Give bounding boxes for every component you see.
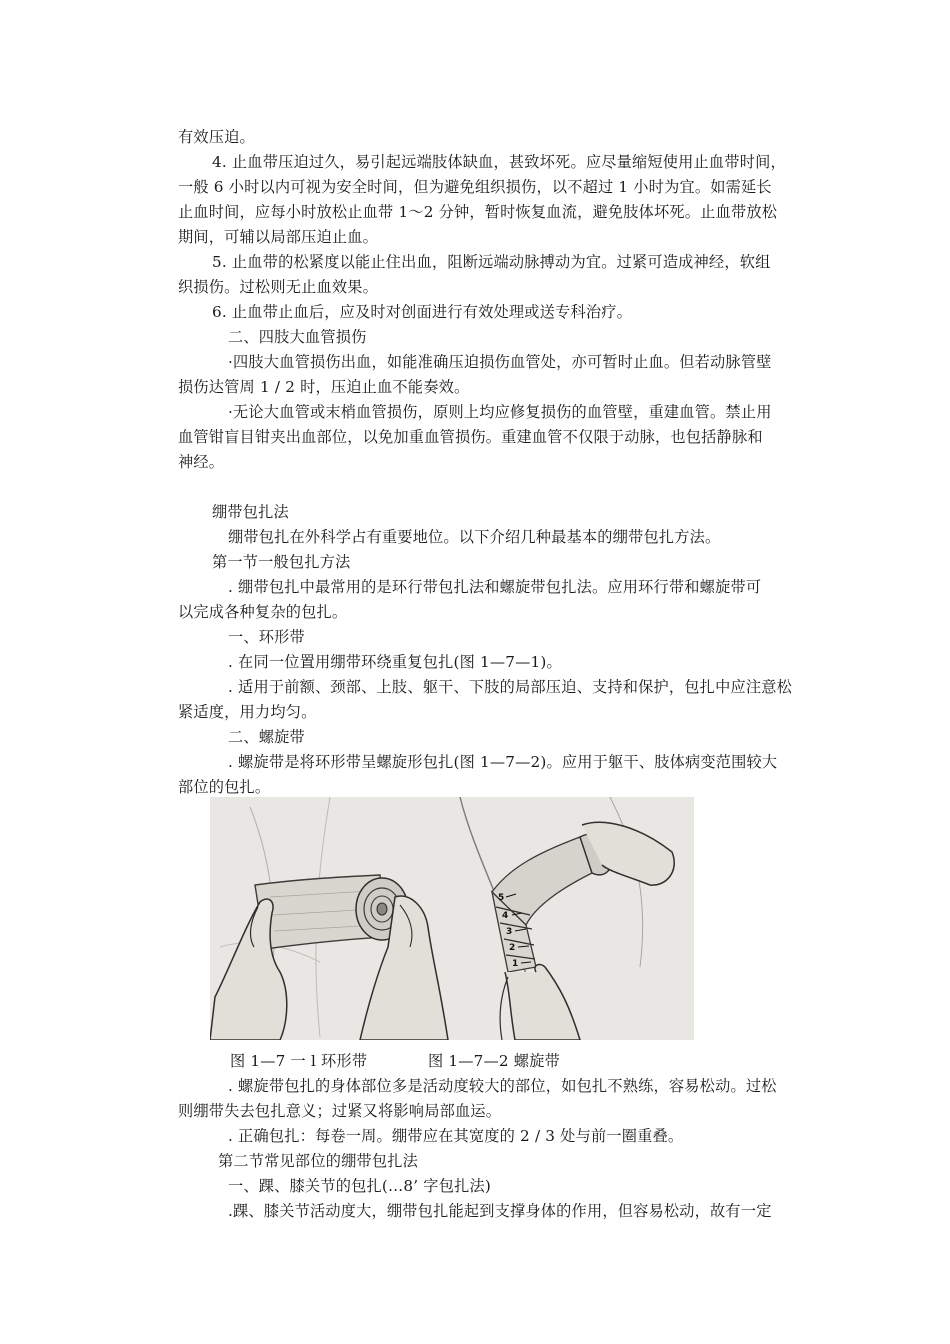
- text-line: .踝、膝关节活动度大，绷带包扎能起到支撑身体的作用，但容易松动，故有一定: [228, 1202, 772, 1220]
- turn-label: 3: [506, 927, 513, 937]
- text-line: 则绷带失去包扎意义；过紧又将影响局部血运。: [178, 1102, 502, 1120]
- section-heading: 二、四肢大血管损伤: [228, 328, 367, 346]
- text-line: 绷带包扎在外科学占有重要地位。以下介绍几种最基本的绷带包扎方法。: [228, 528, 721, 546]
- text-line: . 螺旋带包扎的身体部位多是活动度较大的部位，如包扎不熟练，容易松动。过松: [228, 1077, 777, 1095]
- text-line: 以完成各种复杂的包扎。: [178, 603, 348, 621]
- text-line: 4. 止血带压迫过久，易引起远端肢体缺血，甚致坏死。应尽量缩短使用止血带时间，: [212, 153, 786, 171]
- turn-label: 4: [502, 911, 509, 921]
- text-line: . 绷带包扎中最常用的是环行带包扎法和螺旋带包扎法。应用环行带和螺旋带可: [228, 578, 762, 596]
- text-line: 神经。: [178, 453, 225, 471]
- text-line: 紧适度，用力均匀。: [178, 703, 317, 721]
- figure-caption-right: 图 1—7—2 螺旋带: [428, 1052, 560, 1070]
- turn-label: 2: [509, 943, 516, 953]
- section-heading: 第二节常见部位的绷带包扎法: [218, 1152, 419, 1170]
- bandage-drawing: [210, 797, 694, 1040]
- text-line: 期间，可辅以局部压迫止血。: [178, 228, 379, 246]
- text-line: 一般 6 小时以内可视为安全时间，但为避免组织损伤，以不超过 1 小时为宜。如需延长: [178, 178, 772, 196]
- bandage-illustration: [210, 797, 694, 1040]
- text-line: . 适用于前额、颈部、上肢、躯干、下肢的局部压迫、支持和保护，包扎中应注意松: [228, 678, 793, 696]
- chapter-title: 绷带包扎法: [212, 503, 289, 521]
- figure-caption-left: 图 1—7 一 l 环形带: [230, 1052, 368, 1070]
- text-line: 5. 止血带的松紧度以能止住出血，阻断远端动脉搏动为宜。过紧可造成神经，软组: [212, 253, 771, 271]
- turn-label: 1: [512, 959, 519, 969]
- text-line: 部位的包扎。: [178, 778, 271, 796]
- text-line: . 在同一位置用绷带环绕重复包扎(图 1—7—1)。: [228, 653, 562, 671]
- text-line: 血管钳盲目钳夹出血部位，以免加重血管损伤。重建血管不仅限于动脉，也包括静脉和: [178, 428, 763, 446]
- text-line: . 螺旋带是将环形带呈螺旋形包扎(图 1—7—2)。应用于躯干、肢体病变范围较大: [228, 753, 778, 771]
- text-line: . 正确包扎：每卷一周。绷带应在其宽度的 2 / 3 处与前一圈重叠。: [228, 1127, 684, 1145]
- subsection-heading: 二、螺旋带: [228, 728, 305, 746]
- text-line: 6. 止血带止血后，应及时对创面进行有效处理或送专科治疗。: [212, 303, 632, 321]
- text-line: 有效压迫。: [178, 128, 255, 146]
- text-line: 织损伤。过松则无止血效果。: [178, 278, 379, 296]
- text-line: 止血时间，应每小时放松止血带 1～2 分钟，暂时恢复血流，避免肢体坏死。止血带放松: [178, 203, 778, 221]
- text-line: ·四肢大血管损伤出血，如能准确压迫损伤血管处，亦可暂时止血。但若动脉管壁: [228, 353, 772, 371]
- text-line: 损伤达管周 1 / 2 时，压迫止血不能奏效。: [178, 378, 470, 396]
- subsection-heading: 一、环形带: [228, 628, 305, 646]
- turn-label: 5: [498, 893, 505, 903]
- subsection-heading: 一、踝、膝关节的包扎(…8’ 字包扎法): [228, 1177, 491, 1195]
- text-line: ·无论大血管或末梢血管损伤，原则上均应修复损伤的血管壁，重建血管。禁止用: [228, 403, 772, 421]
- section-heading: 第一节一般包扎方法: [212, 553, 351, 571]
